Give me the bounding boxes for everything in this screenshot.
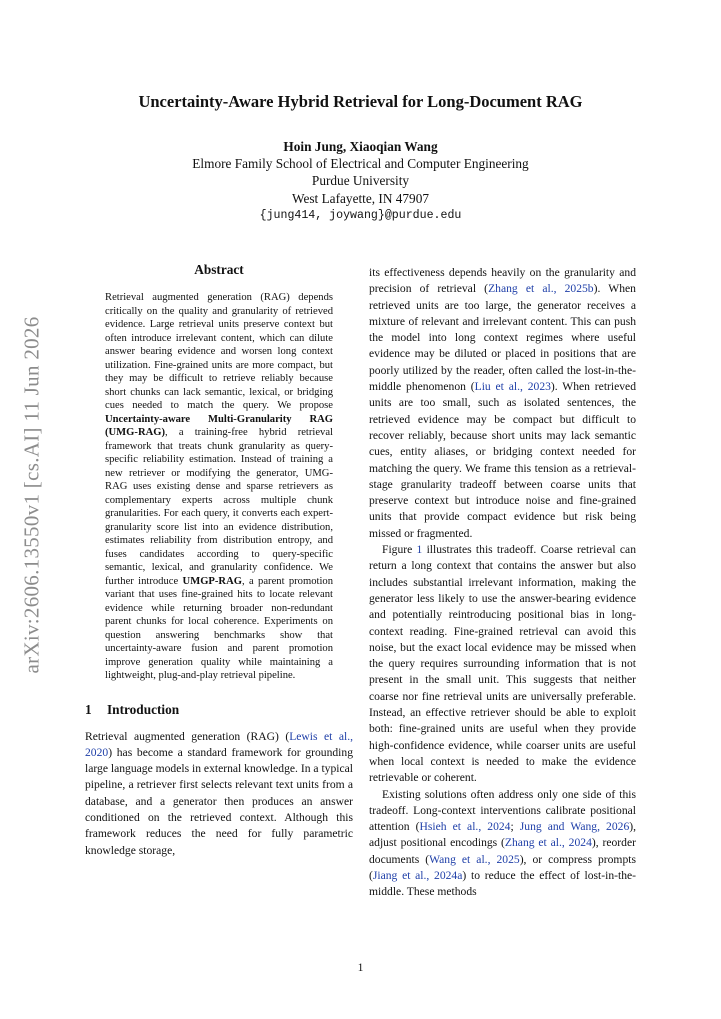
- citation-link[interactable]: Zhang et al., 2025b: [488, 282, 594, 296]
- text-run: ;: [510, 820, 520, 834]
- intro-paragraph: [85, 729, 353, 859]
- author-names: Hoin Jung, Xiaoqian Wang: [283, 139, 438, 154]
- citation-link[interactable]: Jung and Wang, 2026: [519, 820, 630, 834]
- section-title: Introduction: [107, 701, 180, 717]
- affiliation: Elmore Family School of Electrical and Computer Engineering: [192, 156, 529, 172]
- citation-link[interactable]: Zhang et al., 2024: [504, 836, 592, 850]
- citation-link[interactable]: Jiang et al., 2024a: [372, 868, 463, 882]
- text-run: ). When retrieved units are too small, such as isolated sentences, the retrieved evidence may be compact but difficult to recover reliably, because short units may lack semantic cues, entity aliases, or bridging context needed for matching the query. We frame this tension as a retrieval-stage granularity tradeoff between coarse units that preserve context but introduce noise and fine-grained units that provide compact evidence but risk being missed or fragmented.: [369, 380, 637, 540]
- text-run: Retrieval augmented generation (RAG) (: [85, 729, 290, 743]
- text-run: its effectiveness depends heavily on the granularity and precision of retrieval (: [369, 266, 636, 296]
- text-run: ), adjust positional encodings (: [369, 820, 637, 850]
- abstract-text-3: , a parent promotion variant that uses fine-grained hits to locate relevant evidence while returning broader non-redundant parent chunks for local coherence. Experiments on question answering benchmarks show that uncertainty-aware fusion and parent promotion improve generation quality while maintaining a lightweight, plug-and-play retrieval pipeline.: [105, 575, 333, 681]
- right-column: [369, 265, 636, 901]
- page-number: 1: [357, 961, 364, 974]
- abstract-text-2: , a training-free hybrid retrieval framework that treats chunk granularity as query-specific reliability estimation. Instead of training a new retriever or modifying the generator, UMG-RAG uses existing dense and sparse retrievers as complementary experts across multiple chunk granularities. For each query, it converts each expert-granularity score list into an evidence distribution, estimates reliability from distribution entropy, and fuses candidates according to query-specific semantic, lexical, and granularity confidence. We further introduce: [105, 427, 333, 587]
- section-heading-introduction: [85, 702, 353, 718]
- arxiv-stamp: [18, 300, 46, 690]
- text-run: illustrates this tradeoff. Coarse retrieval can return a long context that contains the answer but also includes substantial irrelevant information, making the generator less likely to use the answer-bearing evidence and potentially reintroducing positional bias in long-context reading. Fine-grained retrieval can avoid this noise, but the exact local evidence may be missed when the query requires surrounding information that is not present in the small unit. This suggests that neither coarse nor fine retrieval units are universally preferable. Instead, an effective retriever should be able to exploit both: fine-grained units are useful when they provide high-confidence evidence, while coarser units are useful when local context is needed to make the evidence retrievable or coherent.: [369, 543, 636, 785]
- citation-link[interactable]: Liu et al., 2023: [474, 380, 551, 394]
- paragraph-existing-solutions: [369, 787, 636, 901]
- text-run: Existing solutions often address only one side of this tradeoff. Long-context interventions calibrate positional attention (: [369, 787, 636, 834]
- author-block: [0, 138, 721, 224]
- university: Purdue University: [311, 173, 410, 189]
- text-run: ), or compress prompts (: [369, 852, 636, 882]
- section-number: 1: [85, 701, 92, 717]
- abstract-heading: Abstract: [194, 262, 244, 277]
- text-run: ) has become a standard framework for grounding large language models in external knowledge. In a typical pipeline, a retriever first selects relevant text units from a database, and a generator then produces an answer conditioned on the retrieved context. Although this framework reduces the need for fully parametric knowledge storage,: [85, 745, 353, 857]
- text-run: ), reorder documents (: [369, 836, 636, 866]
- email: {jung414, joywang}@purdue.edu: [259, 208, 462, 222]
- citation-link[interactable]: Hsieh et al., 2024: [419, 820, 511, 834]
- arxiv-identifier: arXiv:2606.13550v1 [cs.AI] 11 Jun 2026: [19, 316, 44, 674]
- text-run: Figure: [382, 543, 417, 557]
- method-name-umgp-rag: UMGP-RAG: [182, 575, 242, 587]
- left-column: [85, 262, 353, 859]
- paragraph-figure-tradeoff: [369, 542, 636, 786]
- method-name-umg-rag: Uncertainty-aware Multi-Granularity RAG (UMG-RAG): [105, 413, 333, 438]
- location: West Lafayette, IN 47907: [291, 190, 430, 206]
- paper-title: Uncertainty-Aware Hybrid Retrieval for Long-Document RAG: [138, 92, 583, 111]
- text-run: ) to reduce the effect of lost-in-the-middle. These methods: [369, 868, 636, 899]
- abstract-text: [105, 291, 333, 683]
- citation-link[interactable]: Wang et al., 2025: [429, 852, 520, 866]
- figure-reference-link[interactable]: 1: [416, 543, 423, 557]
- citation-link[interactable]: Lewis et al., 2020: [85, 729, 353, 759]
- abstract-text-1: Retrieval augmented generation (RAG) depends critically on the quality and granularity of retrieved evidence. Large retrieval units preserve context but often introduce irrelevant content, which can dilute answer bearing evidence and worsen long context utilization. Fine-grained units are more compact, but they may be difficult to retrieve reliably because short chunks can lack semantic, lexical, or bridging cues needed to match the query. We propose: [105, 292, 333, 411]
- paragraph-granularity: [369, 265, 636, 542]
- text-run: ). When retrieved units are too large, the generator receives a mixture of relevant and irrelevant content. This can push the model into long context regimes where useful evidence may be diluted or placed in positions that are poorly utilized by the reader, often called the lost-in-the-middle phenomenon (: [369, 282, 636, 394]
